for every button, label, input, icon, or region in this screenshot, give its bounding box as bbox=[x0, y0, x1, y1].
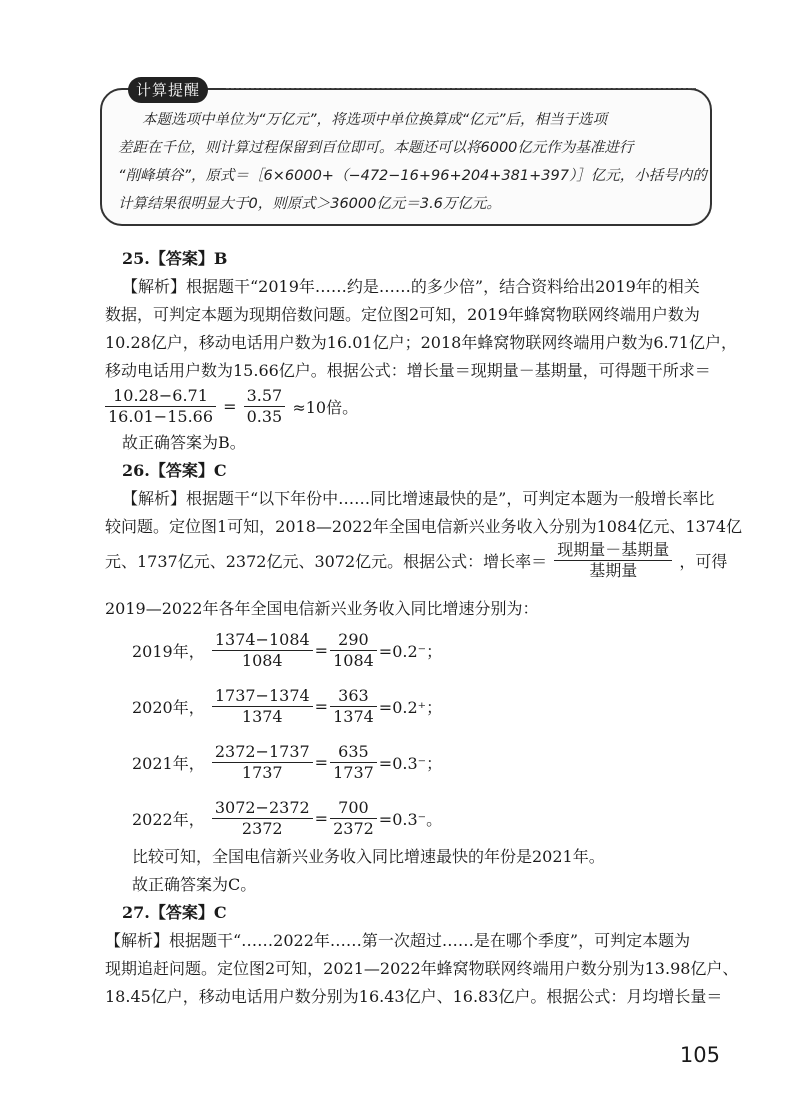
q26-growth-formula-line bbox=[105, 540, 727, 581]
calc-reminder-text bbox=[118, 106, 707, 218]
equals-sign: = bbox=[314, 697, 329, 716]
fraction bbox=[330, 630, 377, 671]
calc-reminder-tag: 计算提醒 bbox=[128, 77, 208, 103]
fraction-denominator: 0.35 bbox=[246, 407, 283, 426]
fraction-numerator: 700 bbox=[330, 798, 377, 819]
fraction bbox=[554, 540, 672, 581]
fraction-denominator: 16.01−15.66 bbox=[108, 407, 214, 426]
q26-year-row bbox=[132, 798, 442, 839]
formula-result: =0.2⁺； bbox=[378, 698, 443, 717]
reminder-line: 计算结果很明显大于0，则原式＞36000亿元＝3.6万亿元。 bbox=[118, 196, 501, 212]
fraction bbox=[105, 386, 216, 427]
fraction-denominator: 2372 bbox=[333, 819, 374, 838]
q27-analysis-line: 现期追赶问题。定位图2可知，2021—2022年蜂窝物联网终端用户数分别为13.98亿户、 bbox=[105, 959, 739, 978]
fraction bbox=[212, 798, 313, 839]
fraction bbox=[330, 742, 377, 783]
q26-year-row bbox=[132, 630, 442, 671]
fraction-denominator: 1737 bbox=[241, 763, 283, 782]
fraction-numerator: 现期量－基期量 bbox=[554, 540, 672, 561]
equals-sign: = bbox=[223, 397, 237, 416]
year-label: 2020年， bbox=[132, 698, 205, 717]
formula-result: =0.2⁻； bbox=[378, 642, 443, 661]
q27-answer-header: 27.【答案】C bbox=[122, 903, 227, 922]
year-label: 2021年， bbox=[132, 754, 205, 773]
q27-analysis-line: 18.45亿户，移动电话用户数分别为16.43亿户、16.83亿户。根据公式：月均增长量＝ bbox=[105, 987, 723, 1006]
q26-conclusion: 故正确答案为C。 bbox=[132, 875, 257, 894]
fraction bbox=[212, 686, 313, 727]
q26-year-row bbox=[132, 686, 442, 727]
fraction-numerator: 1374−1084 bbox=[212, 630, 313, 651]
fraction-numerator: 290 bbox=[330, 630, 377, 651]
q26-analysis-text: 元、1737亿元、2372亿元、3072亿元。根据公式：增长率＝ bbox=[105, 552, 548, 571]
fraction-denominator: 1374 bbox=[333, 707, 374, 726]
fraction-numerator: 2372−1737 bbox=[212, 742, 313, 763]
reminder-dashed-line bbox=[226, 88, 696, 89]
fraction-denominator: 1084 bbox=[333, 651, 374, 670]
fraction-numerator: 3072−2372 bbox=[212, 798, 313, 819]
q25-answer-header: 25.【答案】B bbox=[122, 249, 228, 268]
fraction-denominator: 1374 bbox=[241, 707, 283, 726]
fraction-numerator: 363 bbox=[330, 686, 377, 707]
equals-sign: = bbox=[314, 641, 329, 660]
q26-analysis-line: 【解析】根据题干“以下年份中……同比增速最快的是”，可判定本题为一般增长率比 bbox=[122, 489, 715, 508]
q25-analysis-line: 【解析】根据题干“2019年……约是……的多少倍”，结合资料给出2019年的相关 bbox=[122, 277, 700, 296]
formula-result: =0.3⁻； bbox=[378, 754, 443, 773]
q25-analysis-line: 10.28亿户，移动电话用户数为16.01亿户；2018年蜂窝物联网终端用户数为6.71亿户， bbox=[105, 333, 737, 352]
year-label: 2022年， bbox=[132, 810, 205, 829]
q25-formula bbox=[103, 386, 358, 427]
q26-analysis-text: ，可得 bbox=[679, 552, 728, 571]
fraction-numerator: 10.28−6.71 bbox=[105, 386, 216, 407]
fraction bbox=[212, 630, 313, 671]
reminder-line: 差距在千位，则计算过程保留到百位即可。本题还可以将6000亿元作为基准进行 bbox=[118, 140, 634, 156]
reminder-line: “削峰填谷”，原式＝［6×6000+（−472−16+96+204+381+397）］亿元，小括号内的 bbox=[118, 168, 707, 184]
q26-analysis-line: 较问题。定位图1可知，2018—2022年全国电信新兴业务收入分别为1084亿元、1374亿 bbox=[105, 517, 743, 536]
reminder-line: 本题选项中单位为“万亿元”，将选项中单位换算成“亿元”后，相当于选项 bbox=[142, 112, 608, 128]
formula-result: =0.3⁻。 bbox=[378, 810, 443, 829]
fraction-numerator: 3.57 bbox=[244, 386, 286, 407]
fraction-denominator: 基期量 bbox=[589, 561, 638, 580]
q27-analysis-line: 【解析】根据题干“……2022年……第一次超过……是在哪个季度”，可判定本题为 bbox=[105, 931, 691, 950]
fraction-numerator: 635 bbox=[330, 742, 377, 763]
equals-sign: = bbox=[314, 753, 329, 772]
fraction-denominator: 1737 bbox=[333, 763, 374, 782]
fraction-numerator: 1737−1374 bbox=[212, 686, 313, 707]
fraction-denominator: 1084 bbox=[241, 651, 283, 670]
q25-analysis-line: 数据，可判定本题为现期倍数问题。定位图2可知，2019年蜂窝物联网终端用户数为 bbox=[105, 305, 700, 324]
q25-conclusion: 故正确答案为B。 bbox=[122, 433, 246, 452]
fraction bbox=[330, 798, 377, 839]
fraction bbox=[212, 742, 313, 783]
q26-answer-header: 26.【答案】C bbox=[122, 461, 227, 480]
q26-analysis-line: 2019—2022年各年全国电信新兴业务收入同比增速分别为： bbox=[105, 599, 539, 618]
q26-compare: 比较可知，全国电信新兴业务收入同比增速最快的年份是2021年。 bbox=[132, 847, 605, 866]
fraction bbox=[330, 686, 377, 727]
year-label: 2019年， bbox=[132, 642, 205, 661]
fraction bbox=[244, 386, 286, 427]
q25-analysis-line: 移动电话用户数为15.66亿户。根据公式：增长量＝现期量－基期量，可得题干所求＝ bbox=[105, 361, 711, 380]
formula-result: ≈10倍。 bbox=[292, 398, 359, 417]
equals-sign: = bbox=[314, 809, 329, 828]
fraction-denominator: 2372 bbox=[241, 819, 283, 838]
page-number: 105 bbox=[679, 1043, 720, 1067]
q26-year-row bbox=[132, 742, 442, 783]
